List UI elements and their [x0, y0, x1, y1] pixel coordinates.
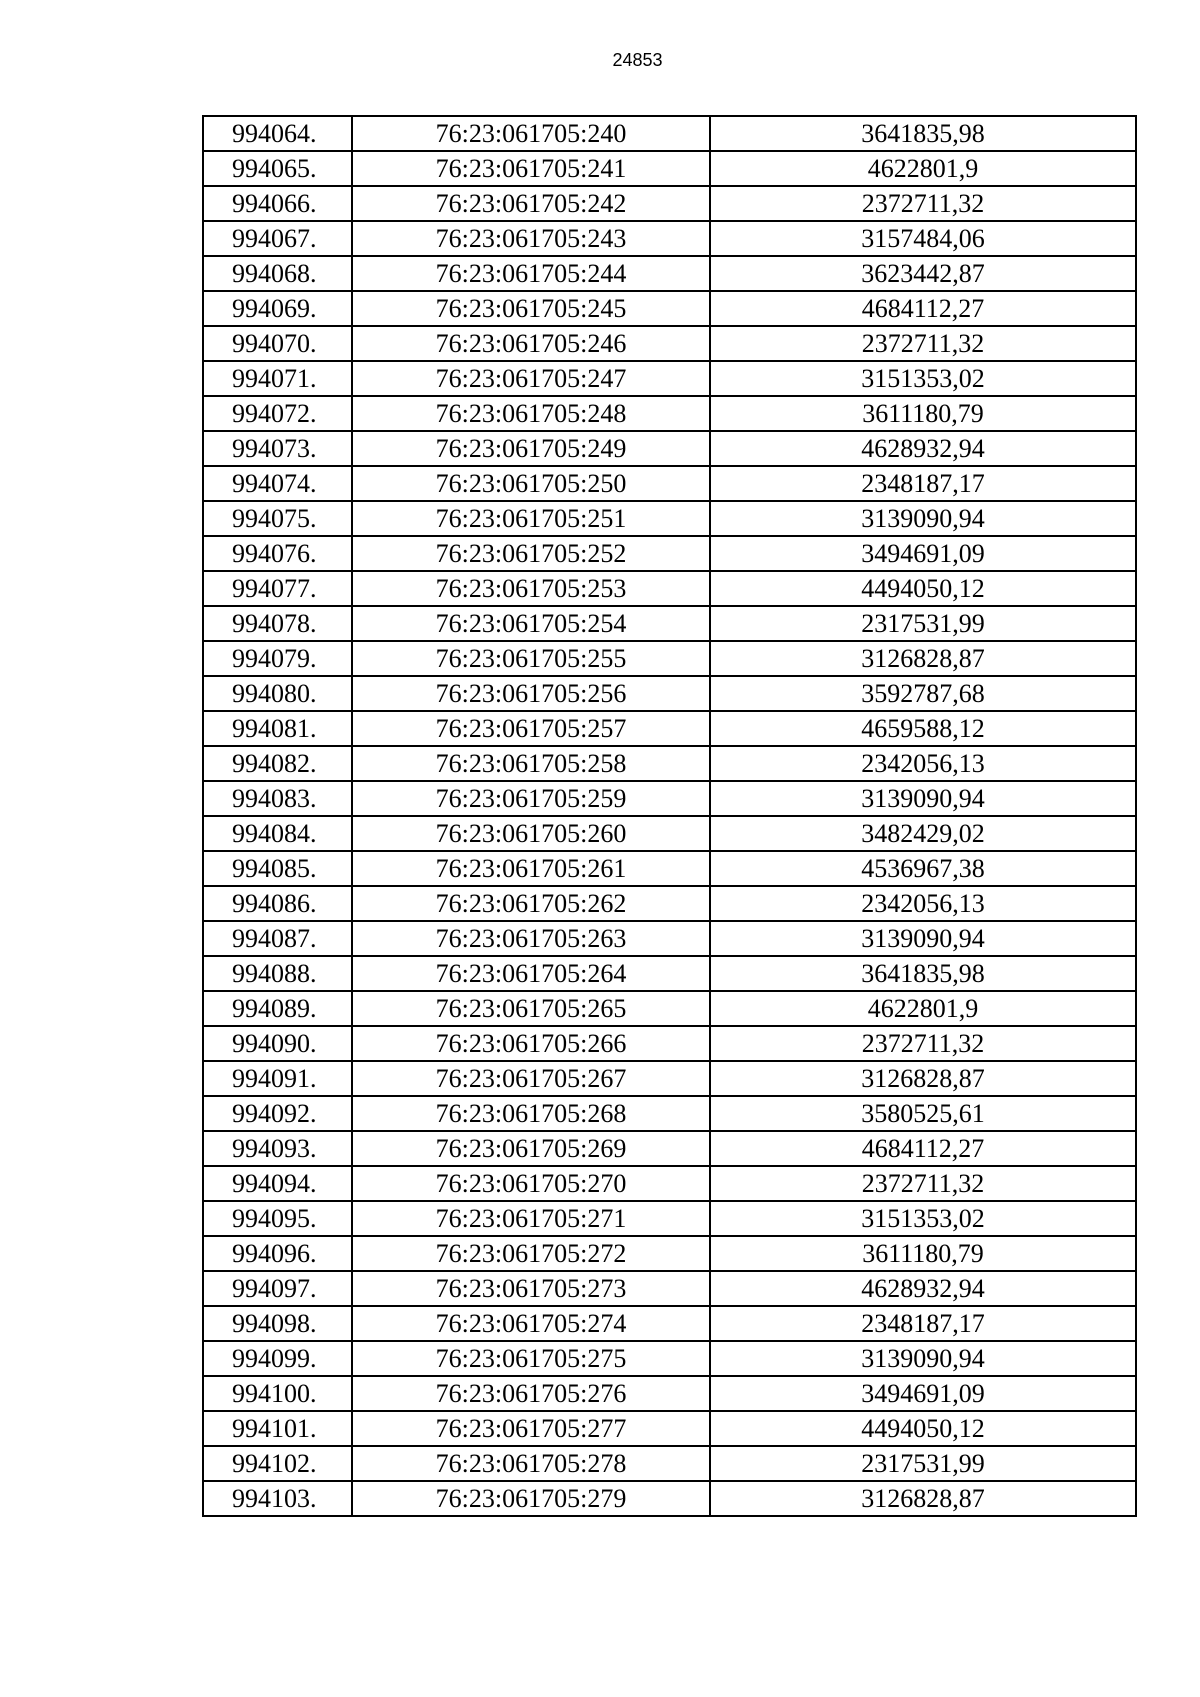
cadastral-value-cell: 4659588,12: [710, 711, 1136, 746]
row-number-cell: 994098.: [203, 1306, 352, 1341]
table-row: [203, 361, 1136, 396]
table-row: [203, 186, 1136, 221]
cadastral-value-cell: 4536967,38: [710, 851, 1136, 886]
row-number-cell: 994066.: [203, 186, 352, 221]
table-row: [203, 1131, 1136, 1166]
row-number-cell: 994102.: [203, 1446, 352, 1481]
row-number-cell: 994068.: [203, 256, 352, 291]
row-number-cell: 994092.: [203, 1096, 352, 1131]
table-row: [203, 991, 1136, 1026]
cadastral-number-cell: 76:23:061705:242: [352, 186, 710, 221]
cadastral-number-cell: 76:23:061705:256: [352, 676, 710, 711]
cadastral-value-cell: 3494691,09: [710, 536, 1136, 571]
row-number-cell: 994079.: [203, 641, 352, 676]
row-number-cell: 994073.: [203, 431, 352, 466]
cadastral-value-cell: 4684112,27: [710, 291, 1136, 326]
table-row: [203, 851, 1136, 886]
table-row: [203, 1026, 1136, 1061]
cadastral-value-cell: 3139090,94: [710, 1341, 1136, 1376]
table-row: [203, 291, 1136, 326]
table-row: [203, 921, 1136, 956]
cadastral-number-cell: 76:23:061705:277: [352, 1411, 710, 1446]
cadastral-number-cell: 76:23:061705:268: [352, 1096, 710, 1131]
cadastral-value-cell: 2317531,99: [710, 606, 1136, 641]
row-number-cell: 994101.: [203, 1411, 352, 1446]
row-number-cell: 994091.: [203, 1061, 352, 1096]
cadastral-number-cell: 76:23:061705:247: [352, 361, 710, 396]
row-number-cell: 994103.: [203, 1481, 352, 1516]
cadastral-value-cell: 4494050,12: [710, 1411, 1136, 1446]
row-number-cell: 994095.: [203, 1201, 352, 1236]
cadastral-number-cell: 76:23:061705:244: [352, 256, 710, 291]
cadastral-value-cell: 3611180,79: [710, 1236, 1136, 1271]
cadastral-value-cell: 4684112,27: [710, 1131, 1136, 1166]
cadastral-number-cell: 76:23:061705:272: [352, 1236, 710, 1271]
cadastral-value-cell: 2372711,32: [710, 1026, 1136, 1061]
cadastral-value-cell: 3151353,02: [710, 361, 1136, 396]
cadastral-value-cell: 2348187,17: [710, 1306, 1136, 1341]
table-row: [203, 676, 1136, 711]
cadastral-number-cell: 76:23:061705:241: [352, 151, 710, 186]
cadastral-value-cell: 3151353,02: [710, 1201, 1136, 1236]
cadastral-value-cell: 3139090,94: [710, 921, 1136, 956]
row-number-cell: 994072.: [203, 396, 352, 431]
table-row: [203, 431, 1136, 466]
cadastral-number-cell: 76:23:061705:274: [352, 1306, 710, 1341]
table-row: [203, 1481, 1136, 1516]
cadastral-number-cell: 76:23:061705:267: [352, 1061, 710, 1096]
row-number-cell: 994085.: [203, 851, 352, 886]
table-row: [203, 151, 1136, 186]
cadastral-number-cell: 76:23:061705:262: [352, 886, 710, 921]
cadastral-number-cell: 76:23:061705:246: [352, 326, 710, 361]
cadastral-number-cell: 76:23:061705:258: [352, 746, 710, 781]
row-number-cell: 994100.: [203, 1376, 352, 1411]
cadastral-value-cell: 3641835,98: [710, 116, 1136, 151]
table-row: [203, 326, 1136, 361]
table-row: [203, 396, 1136, 431]
table-row: [203, 536, 1136, 571]
table-row: [203, 641, 1136, 676]
row-number-cell: 994088.: [203, 956, 352, 991]
cadastral-number-cell: 76:23:061705:243: [352, 221, 710, 256]
cadastral-value-cell: 3580525,61: [710, 1096, 1136, 1131]
cadastral-number-cell: 76:23:061705:273: [352, 1271, 710, 1306]
cadastral-number-cell: 76:23:061705:240: [352, 116, 710, 151]
cadastral-value-cell: 4494050,12: [710, 571, 1136, 606]
cadastral-number-cell: 76:23:061705:265: [352, 991, 710, 1026]
cadastral-number-cell: 76:23:061705:255: [352, 641, 710, 676]
table-row: [203, 1166, 1136, 1201]
row-number-cell: 994075.: [203, 501, 352, 536]
cadastral-value-cell: 2342056,13: [710, 886, 1136, 921]
table-row: [203, 1271, 1136, 1306]
row-number-cell: 994064.: [203, 116, 352, 151]
row-number-cell: 994065.: [203, 151, 352, 186]
cadastral-number-cell: 76:23:061705:278: [352, 1446, 710, 1481]
table-row: [203, 1376, 1136, 1411]
table-row: [203, 956, 1136, 991]
cadastral-value-cell: 4622801,9: [710, 991, 1136, 1026]
table-row: [203, 466, 1136, 501]
table-row: [203, 886, 1136, 921]
cadastral-number-cell: 76:23:061705:271: [352, 1201, 710, 1236]
cadastral-value-cell: 3641835,98: [710, 956, 1136, 991]
row-number-cell: 994086.: [203, 886, 352, 921]
cadastral-number-cell: 76:23:061705:261: [352, 851, 710, 886]
row-number-cell: 994090.: [203, 1026, 352, 1061]
cadastral-value-cell: 4628932,94: [710, 431, 1136, 466]
table-row: [203, 256, 1136, 291]
table-row: [203, 571, 1136, 606]
cadastral-value-cell: 3139090,94: [710, 501, 1136, 536]
cadastral-value-cell: 2372711,32: [710, 186, 1136, 221]
table-row: [203, 501, 1136, 536]
row-number-cell: 994093.: [203, 1131, 352, 1166]
cadastral-number-cell: 76:23:061705:263: [352, 921, 710, 956]
row-number-cell: 994097.: [203, 1271, 352, 1306]
table-row: [203, 1201, 1136, 1236]
cadastral-value-cell: 3157484,06: [710, 221, 1136, 256]
cadastral-number-cell: 76:23:061705:276: [352, 1376, 710, 1411]
page-number: 24853: [612, 50, 663, 70]
row-number-cell: 994084.: [203, 816, 352, 851]
table-row: [203, 1061, 1136, 1096]
cadastral-value-cell: 2317531,99: [710, 1446, 1136, 1481]
table-row: [203, 116, 1136, 151]
cadastral-number-cell: 76:23:061705:275: [352, 1341, 710, 1376]
row-number-cell: 994087.: [203, 921, 352, 956]
table-row: [203, 606, 1136, 641]
table-row: [203, 1306, 1136, 1341]
cadastral-number-cell: 76:23:061705:260: [352, 816, 710, 851]
row-number-cell: 994082.: [203, 746, 352, 781]
cadastral-value-cell: 3126828,87: [710, 1061, 1136, 1096]
row-number-cell: 994089.: [203, 991, 352, 1026]
cadastral-value-cell: 2372711,32: [710, 1166, 1136, 1201]
table-row: [203, 1446, 1136, 1481]
table-row: [203, 1096, 1136, 1131]
cadastral-value-cell: 3494691,09: [710, 1376, 1136, 1411]
cadastral-value-cell: 3623442,87: [710, 256, 1136, 291]
cadastral-number-cell: 76:23:061705:249: [352, 431, 710, 466]
cadastral-number-cell: 76:23:061705:257: [352, 711, 710, 746]
row-number-cell: 994081.: [203, 711, 352, 746]
table-row: [203, 1236, 1136, 1271]
cadastral-number-cell: 76:23:061705:264: [352, 956, 710, 991]
row-number-cell: 994067.: [203, 221, 352, 256]
cadastral-value-cell: 2342056,13: [710, 746, 1136, 781]
cadastral-number-cell: 76:23:061705:248: [352, 396, 710, 431]
row-number-cell: 994094.: [203, 1166, 352, 1201]
row-number-cell: 994083.: [203, 781, 352, 816]
cadastral-number-cell: 76:23:061705:250: [352, 466, 710, 501]
cadastral-value-cell: 3482429,02: [710, 816, 1136, 851]
row-number-cell: 994099.: [203, 1341, 352, 1376]
cadastral-value-cell: 4628932,94: [710, 1271, 1136, 1306]
cadastral-number-cell: 76:23:061705:279: [352, 1481, 710, 1516]
row-number-cell: 994078.: [203, 606, 352, 641]
cadastral-value-table: [202, 115, 1137, 1517]
table-row: [203, 1411, 1136, 1446]
cadastral-number-cell: 76:23:061705:270: [352, 1166, 710, 1201]
cadastral-number-cell: 76:23:061705:251: [352, 501, 710, 536]
cadastral-value-cell: 3592787,68: [710, 676, 1136, 711]
cadastral-value-cell: 3139090,94: [710, 781, 1136, 816]
table-body: [203, 116, 1136, 1516]
table-row: [203, 781, 1136, 816]
cadastral-number-cell: 76:23:061705:254: [352, 606, 710, 641]
row-number-cell: 994080.: [203, 676, 352, 711]
cadastral-value-cell: 2348187,17: [710, 466, 1136, 501]
cadastral-value-cell: 3126828,87: [710, 1481, 1136, 1516]
table-row: [203, 816, 1136, 851]
row-number-cell: 994096.: [203, 1236, 352, 1271]
cadastral-number-cell: 76:23:061705:269: [352, 1131, 710, 1166]
table-row: [203, 221, 1136, 256]
row-number-cell: 994071.: [203, 361, 352, 396]
row-number-cell: 994077.: [203, 571, 352, 606]
cadastral-number-cell: 76:23:061705:245: [352, 291, 710, 326]
row-number-cell: 994074.: [203, 466, 352, 501]
cadastral-value-cell: 4622801,9: [710, 151, 1136, 186]
table-row: [203, 711, 1136, 746]
table-row: [203, 1341, 1136, 1376]
cadastral-value-cell: 3611180,79: [710, 396, 1136, 431]
cadastral-number-cell: 76:23:061705:266: [352, 1026, 710, 1061]
table-row: [203, 746, 1136, 781]
cadastral-number-cell: 76:23:061705:253: [352, 571, 710, 606]
cadastral-number-cell: 76:23:061705:259: [352, 781, 710, 816]
row-number-cell: 994069.: [203, 291, 352, 326]
cadastral-value-cell: 2372711,32: [710, 326, 1136, 361]
cadastral-value-cell: 3126828,87: [710, 641, 1136, 676]
cadastral-number-cell: 76:23:061705:252: [352, 536, 710, 571]
row-number-cell: 994070.: [203, 326, 352, 361]
row-number-cell: 994076.: [203, 536, 352, 571]
